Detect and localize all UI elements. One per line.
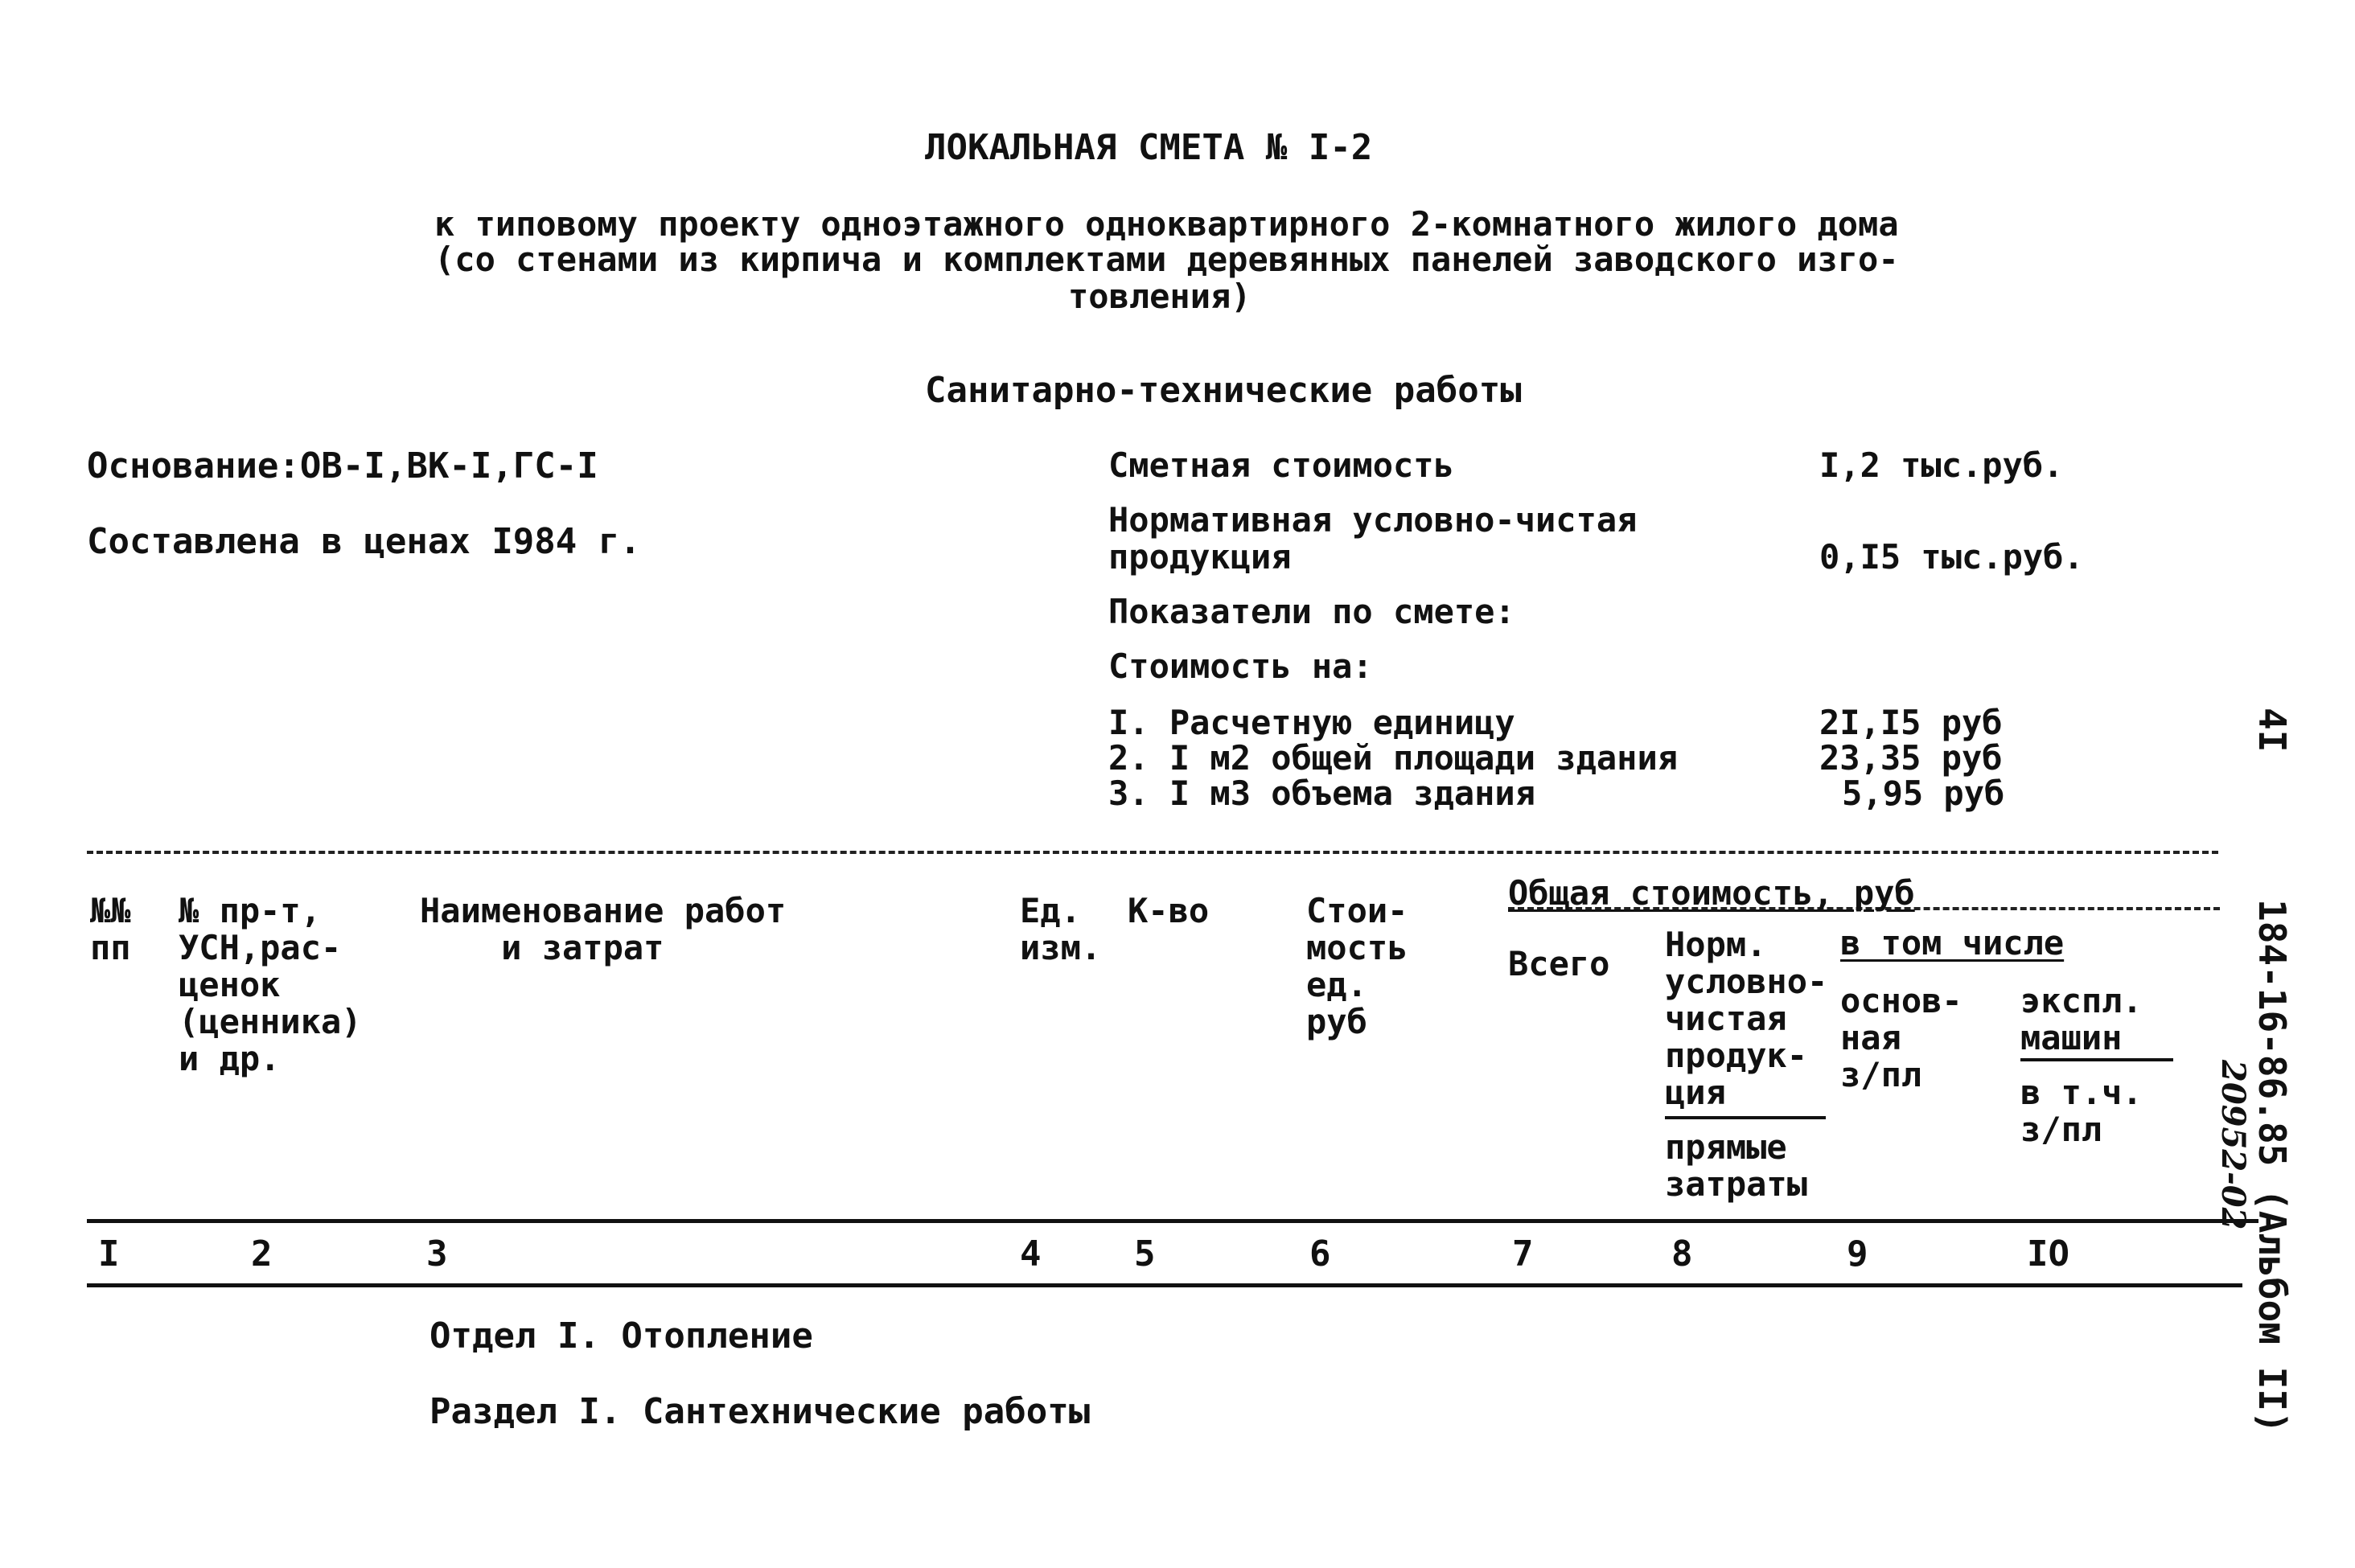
- header-quantity: К-во: [1128, 891, 1210, 930]
- indicator-label-2: 2. I м2 общей площади здания: [1108, 738, 1679, 778]
- header-including: в том числе: [1840, 923, 2065, 963]
- work-type-heading: Санитарно-технические работы: [925, 370, 1522, 411]
- header-base-wage: основ- ная з/пл: [1840, 981, 1962, 1094]
- column-number-2: 2: [251, 1233, 273, 1275]
- normative-value: 0,I5 тыс.руб.: [1819, 537, 2084, 577]
- estimated-cost-label: Сметная стоимость: [1108, 445, 1454, 485]
- header-work-name: Наименование работ и затрат: [420, 891, 787, 967]
- column-number-7: 7: [1512, 1233, 1534, 1275]
- table-top-rule: [87, 851, 2218, 854]
- subtitle-line-3: товления): [1068, 277, 1251, 316]
- document-code: 184-16-86.85 (Альбом II): [2250, 899, 2294, 1434]
- normative-label-2: продукция: [1108, 537, 1292, 577]
- subtitle-line-2: (со стенами из кирпича и комплектами деревянных панелей заводского изго-: [434, 240, 1899, 279]
- document-title: ЛОКАЛЬНАЯ СМЕТА № I-2: [925, 127, 1373, 168]
- header-normative-product: Норм. условно- чистая продук- ция: [1665, 925, 1828, 1112]
- prices-year-line: Составлена в ценах I984 г.: [87, 521, 641, 562]
- header-machines: экспл. машин: [2020, 981, 2143, 1057]
- indicators-label: Показатели по смете:: [1108, 592, 1515, 631]
- machines-underline: [2020, 1058, 2173, 1061]
- department-heading: Отдел I. Отопление: [429, 1316, 813, 1357]
- column-number-10: IO: [2027, 1233, 2069, 1275]
- column-number-9: 9: [1847, 1233, 1868, 1275]
- column-number-3: 3: [426, 1233, 448, 1275]
- column-number-5: 5: [1134, 1233, 1156, 1275]
- normative-label-1: Нормативная условно-чистая: [1108, 500, 1638, 540]
- page-number: 4I: [2250, 708, 2294, 753]
- indicator-value-3: 5,95 руб: [1842, 774, 2005, 813]
- header-machines-wage: в т.ч. з/пл: [2020, 1073, 2143, 1149]
- header-total-cost-group: Общая стоимость, руб: [1508, 873, 1915, 913]
- subtitle-line-1: к типовому проекту одноэтажного одноквартирного 2-комнатного жилого дома: [434, 204, 1899, 244]
- header-unit: Ед. изм.: [1020, 891, 1102, 967]
- header-bottom-rule: [87, 1219, 2258, 1223]
- cost-per-label: Стоимость на:: [1108, 646, 1373, 686]
- column-number-4: 4: [1020, 1233, 1042, 1275]
- basis-line: Основание:ОВ-I,ВК-I,ГС-I: [87, 445, 598, 486]
- header-price-ref: № пр-т, УСН,рас- ценок (ценника) и др.: [179, 891, 362, 1078]
- estimated-cost-value: I,2 тыс.руб.: [1819, 445, 2064, 485]
- header-direct-costs: прямые затраты: [1665, 1127, 1808, 1204]
- normative-underline: [1665, 1116, 1826, 1119]
- indicator-label-3: 3. I м3 объема здания: [1108, 774, 1536, 813]
- column-number-8: 8: [1671, 1233, 1693, 1275]
- section-heading: Раздел I. Сантехнические работы: [429, 1391, 1091, 1432]
- indicator-value-1: 2I,I5 руб: [1819, 703, 2003, 742]
- column-numbers-rule: [87, 1283, 2242, 1287]
- column-number-1: I: [98, 1233, 120, 1275]
- handwritten-number: 20952-02: [2214, 1060, 2252, 1230]
- indicator-value-2: 23,35 руб: [1819, 738, 2003, 778]
- header-total: Всего: [1508, 944, 1610, 983]
- column-number-6: 6: [1309, 1233, 1331, 1275]
- indicator-label-1: I. Расчетную единицу: [1108, 703, 1515, 742]
- header-unit-cost: Стои- мость ед. руб: [1306, 891, 1408, 1041]
- header-row-number: №№ пп: [90, 891, 131, 967]
